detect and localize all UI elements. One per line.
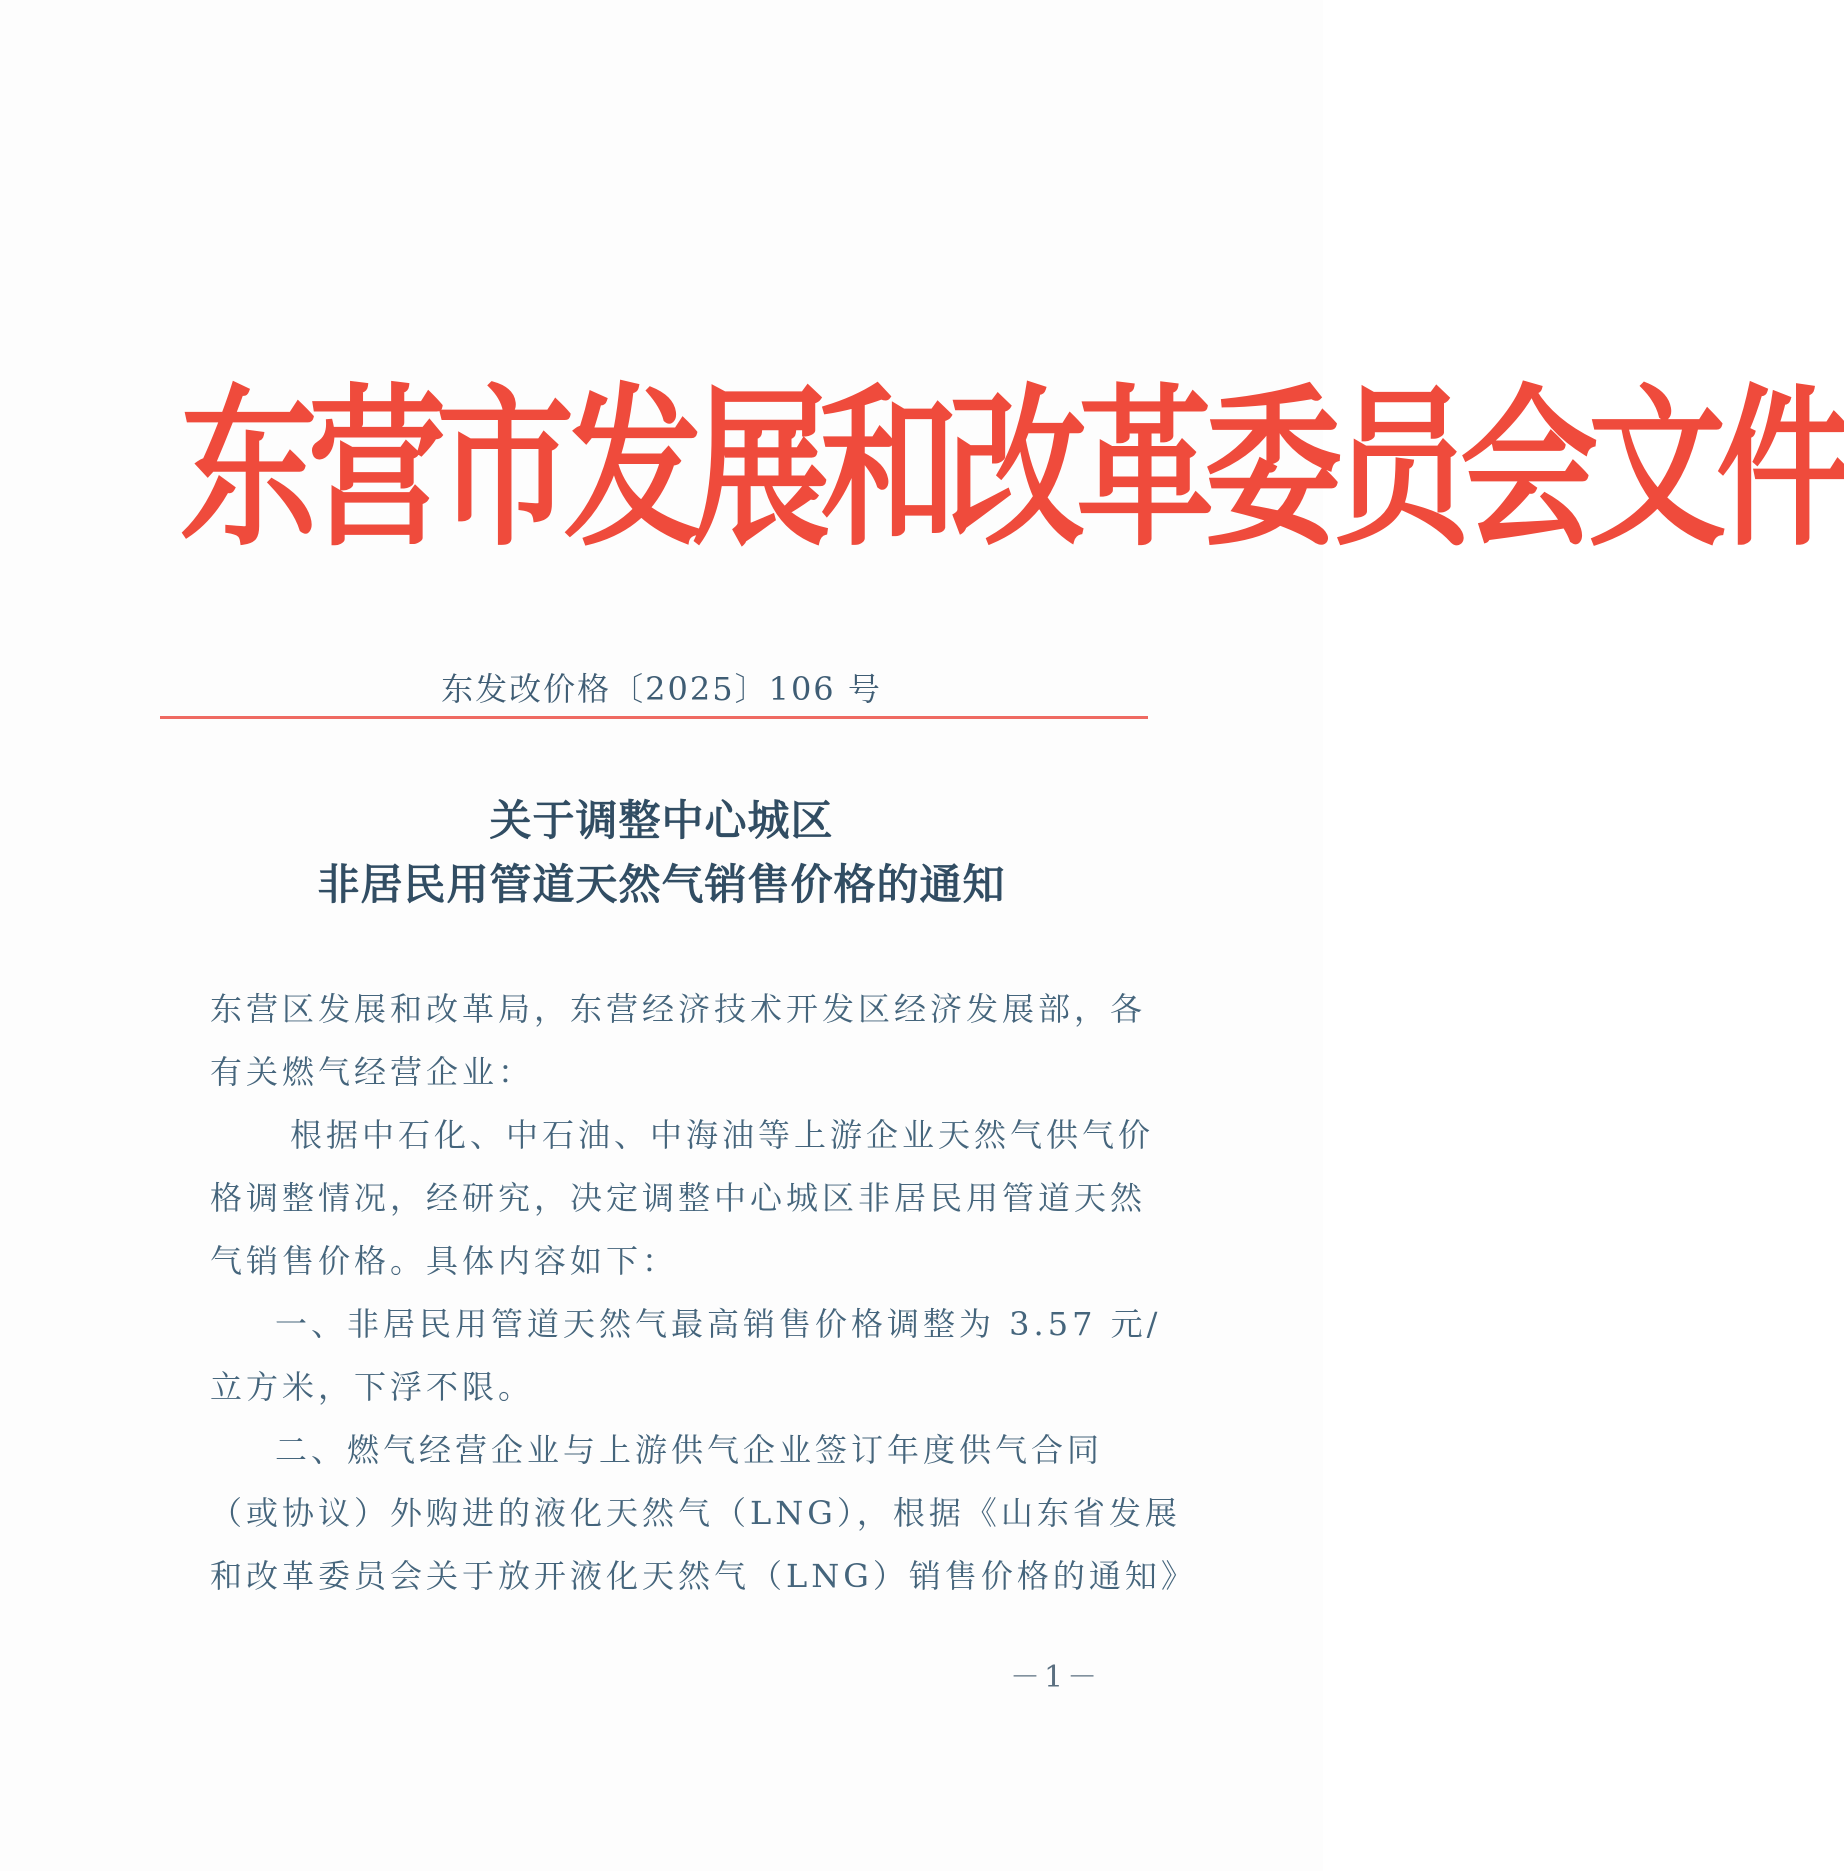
document-number: 东发改价格〔2025〕106 号 (441, 670, 882, 708)
paragraph-1-line-1: 根据中石化、中石油、中海油等上游企业天然气供气价 (290, 1116, 1155, 1154)
page-number: －1－ (1010, 1660, 1102, 1695)
recipients-line-2: 有关燃气经营企业： (210, 1053, 535, 1091)
notice-title-line-2: 非居民用管道天然气销售价格的通知 (317, 860, 1006, 909)
masthead-char: 件 (1716, 368, 1844, 570)
masthead-char: 委 (1204, 368, 1333, 570)
red-separator-line (160, 716, 1148, 719)
masthead-char: 员 (1332, 368, 1461, 570)
item-1-line-2: 立方米，下浮不限。 (210, 1368, 535, 1406)
paragraph-1-line-3: 气销售价格。具体内容如下： (210, 1242, 679, 1280)
recipients-line-1: 东营区发展和改革局，东营经济技术开发区经济发展部，各 (210, 990, 1147, 1028)
masthead-char: 发 (564, 368, 693, 570)
masthead-title (180, 351, 1844, 589)
masthead-char: 营 (308, 368, 437, 570)
item-2-line-3: 和改革委员会关于放开液化天然气（LNG）销售价格的通知》 (210, 1557, 1197, 1595)
masthead-char: 东 (180, 368, 309, 570)
masthead-char: 文 (1588, 368, 1717, 570)
masthead-char: 展 (692, 368, 821, 570)
masthead-char: 市 (436, 368, 565, 570)
item-2-line-1: 二、燃气经营企业与上游供气企业签订年度供气合同 (275, 1431, 1104, 1469)
item-1-line-1: 一、非居民用管道天然气最高销售价格调整为 3.57 元/ (275, 1305, 1162, 1343)
item-2-line-2: （或协议）外购进的液化天然气（LNG），根据《山东省发展 (210, 1494, 1181, 1532)
masthead-char: 革 (1076, 368, 1205, 570)
notice-title-line-1: 关于调整中心城区 (489, 796, 834, 845)
masthead-char: 和 (820, 368, 949, 570)
masthead-char: 会 (1460, 368, 1589, 570)
masthead-char: 改 (948, 368, 1077, 570)
paragraph-1-line-2: 格调整情况，经研究，决定调整中心城区非居民用管道天然 (210, 1179, 1147, 1217)
